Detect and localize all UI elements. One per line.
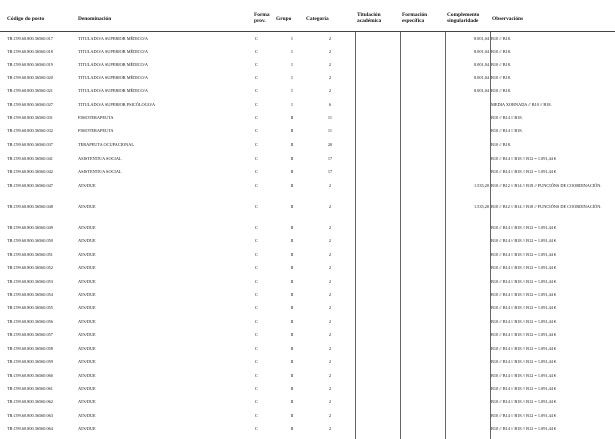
- cell-observacions: B10 // B14 // B18 // B12 = 1.091,44 €: [491, 292, 557, 297]
- cell-grupo: II: [290, 373, 294, 378]
- cell-grupo: I: [291, 36, 293, 41]
- cell-categoria: 2: [328, 36, 332, 41]
- cell-observacions: B10 // B14 // B18 // B12 = 1.091,44 €: [491, 169, 557, 174]
- cell-forma-prov: C: [255, 426, 258, 431]
- cell-denominacion: TITULADO/A SUPERIOR PSICÓLOGO/A: [78, 102, 156, 107]
- cell-categoria: 2: [328, 49, 332, 54]
- cell-codigo: TR.C99.60.800.36560.031: [7, 115, 53, 120]
- cell-categoria: 17: [327, 169, 333, 174]
- cell-grupo: I: [291, 88, 293, 93]
- cell-codigo: TR.C99.60.800.36560.061: [7, 386, 53, 391]
- table-row: [0, 170, 615, 182]
- cell-codigo: TR.C99.60.800.36560.058: [7, 346, 53, 351]
- table-row: [0, 129, 615, 141]
- cell-codigo: TR.C99.60.800.36560.027: [7, 102, 53, 107]
- cell-denominacion: TERAPEUTA OCUPACIONAL: [78, 142, 134, 147]
- cell-codigo: TR.C99.60.800.36560.020: [7, 75, 53, 80]
- table-row: [0, 400, 615, 412]
- cell-categoria: 2: [328, 265, 332, 270]
- cell-grupo: II: [290, 169, 294, 174]
- cell-grupo: II: [290, 128, 294, 133]
- cell-forma-prov: C: [255, 169, 258, 174]
- cell-codigo: TR.C99.60.800.36560.056: [7, 319, 53, 324]
- cell-codigo: TR.C99.60.800.36560.050: [7, 238, 53, 243]
- cell-observacions: B10 // B14 // B18 // B12 = 1.091,44 €: [491, 252, 557, 257]
- cell-codigo: TR.C99.60.800.36560.057: [7, 332, 53, 337]
- cell-observacions: B10 // B14 // B18 // B12 = 1.091,44 €: [491, 332, 557, 337]
- header-categoria: Categoría: [306, 16, 329, 22]
- cell-observacions: B10 // B14 // B18 // B12 = 1.091,44 €: [491, 346, 557, 351]
- cell-codigo: TR.C99.60.800.36560.032: [7, 128, 53, 133]
- cell-complemento: 1.535,20: [473, 183, 489, 188]
- cell-grupo: I: [291, 62, 293, 67]
- table-row: [0, 76, 615, 88]
- cell-denominacion: ATS/DUE: [78, 292, 96, 297]
- table-row: [0, 414, 615, 426]
- cell-categoria: 11: [327, 115, 333, 120]
- table-row: [0, 37, 615, 49]
- cell-denominacion: ATS/DUE: [78, 359, 96, 364]
- cell-observacions: B10 // B14 // B18 // B12 = 1.091,44 €: [491, 238, 557, 243]
- cell-grupo: II: [290, 346, 294, 351]
- cell-categoria: 2: [328, 346, 332, 351]
- cell-denominacion: ASISTENTE/A SOCIAL: [78, 156, 122, 161]
- cell-codigo: TR.C99.60.800.36560.049: [7, 225, 53, 230]
- cell-observacions: B10 // B18.: [491, 36, 511, 41]
- cell-forma-prov: C: [255, 204, 258, 209]
- cell-codigo: TR.C99.60.800.36560.052: [7, 265, 53, 270]
- cell-denominacion: ATS/DUE: [78, 225, 96, 230]
- cell-codigo: TR.C99.60.800.36560.053: [7, 279, 53, 284]
- cell-codigo: TR.C99.60.800.36560.064: [7, 426, 53, 431]
- table-row: [0, 266, 615, 278]
- cell-observacions: B10 // B14 // B18 // B12 = 1.091,44 €: [491, 279, 557, 284]
- table-row: [0, 143, 615, 155]
- cell-observacions: B10 // B14 // B18 // B12 = 1.091,44 €: [491, 426, 557, 431]
- table-header: [0, 0, 615, 30]
- cell-observacions: B10 // B18.: [491, 142, 511, 147]
- table-row: [0, 427, 615, 439]
- cell-codigo: TR.C99.60.800.36560.059: [7, 359, 53, 364]
- cell-forma-prov: C: [255, 49, 258, 54]
- cell-observacions: B10 // B14 // B18 // B12 = 1.091,44 €: [491, 413, 557, 418]
- cell-grupo: II: [290, 238, 294, 243]
- cell-codigo: TR.C99.60.800.36560.018: [7, 49, 53, 54]
- cell-codigo: TR.C99.60.800.36560.055: [7, 305, 53, 310]
- table-row: [0, 320, 615, 332]
- cell-codigo: TR.C99.60.800.36560.041: [7, 156, 53, 161]
- cell-categoria: 2: [328, 399, 332, 404]
- cell-forma-prov: C: [255, 413, 258, 418]
- cell-categoria: 2: [328, 204, 332, 209]
- cell-denominacion: ATS/DUE: [78, 265, 96, 270]
- cell-complemento: 8.001,04: [473, 36, 489, 41]
- cell-denominacion: ATS/DUE: [78, 332, 96, 337]
- cell-denominacion: ATS/DUE: [78, 204, 96, 209]
- cell-forma-prov: C: [255, 142, 258, 147]
- cell-denominacion: FISIOTERAPEUTA: [78, 115, 114, 120]
- table-row: [0, 239, 615, 251]
- cell-grupo: II: [290, 183, 294, 188]
- cell-forma-prov: C: [255, 156, 258, 161]
- cell-complemento: 8.001,04: [473, 62, 489, 67]
- cell-denominacion: ATS/DUE: [78, 413, 96, 418]
- cell-observacions: B10 // B18.: [491, 75, 511, 80]
- cell-forma-prov: C: [255, 319, 258, 324]
- cell-categoria: 2: [328, 305, 332, 310]
- cell-grupo: II: [290, 265, 294, 270]
- cell-categoria: 2: [328, 359, 332, 364]
- cell-grupo: I: [291, 49, 293, 54]
- cell-categoria: 2: [328, 75, 332, 80]
- cell-observacions: B10 // B14 // B18 // B12 = 1.091,44 €: [491, 319, 557, 324]
- cell-categoria: 20: [327, 142, 333, 147]
- cell-denominacion: ATS/DUE: [78, 426, 96, 431]
- cell-forma-prov: C: [255, 386, 258, 391]
- cell-grupo: II: [290, 399, 294, 404]
- cell-observacions: B10 // B14 // B18 // B12 = 1.091,44 €: [491, 265, 557, 270]
- cell-categoria: 2: [328, 292, 332, 297]
- cell-forma-prov: C: [255, 252, 258, 257]
- cell-forma-prov: C: [255, 332, 258, 337]
- cell-forma-prov: C: [255, 102, 258, 107]
- cell-forma-prov: C: [255, 359, 258, 364]
- cell-denominacion: ATS/DUE: [78, 346, 96, 351]
- header-complemento: Complemento singularidade: [447, 12, 480, 24]
- cell-forma-prov: C: [255, 265, 258, 270]
- cell-forma-prov: C: [255, 238, 258, 243]
- cell-forma-prov: C: [255, 305, 258, 310]
- cell-denominacion: ATS/DUE: [78, 183, 96, 188]
- cell-forma-prov: C: [255, 128, 258, 133]
- table-row: [0, 184, 615, 196]
- cell-codigo: TR.C99.60.800.36560.062: [7, 399, 53, 404]
- cell-observacions: B10 // B14 // B18 // B12 = 1.091,44 €: [491, 399, 557, 404]
- cell-grupo: II: [290, 142, 294, 147]
- header-codigo: Código do posto: [7, 16, 45, 22]
- table-row: [0, 116, 615, 128]
- cell-grupo: II: [290, 156, 294, 161]
- cell-grupo: II: [290, 305, 294, 310]
- header-denominacion: Denominación: [78, 16, 112, 22]
- table-row: [0, 374, 615, 386]
- cell-denominacion: TITULADO/A SUPERIOR MÉDICO/A: [78, 36, 148, 41]
- cell-denominacion: FISIOTERAPEUTA: [78, 128, 114, 133]
- cell-denominacion: ATS/DUE: [78, 319, 96, 324]
- cell-codigo: TR.C99.60.800.36560.037: [7, 142, 53, 147]
- cell-categoria: 2: [328, 373, 332, 378]
- header-separator: [0, 31, 615, 32]
- cell-categoria: 2: [328, 238, 332, 243]
- cell-grupo: I: [291, 102, 293, 107]
- cell-denominacion: ATS/DUE: [78, 373, 96, 378]
- cell-denominacion: ATS/DUE: [78, 399, 96, 404]
- table-row: [0, 103, 615, 115]
- cell-categoria: 6: [328, 102, 332, 107]
- cell-codigo: TR.C99.60.800.36560.060: [7, 373, 53, 378]
- cell-observacions: B10 // B14 // B18 // B12 = 1.091,44 €: [491, 305, 557, 310]
- cell-observacions: B10 // B18.: [491, 88, 511, 93]
- cell-observacions: B10 // B14 // B18 // B12 = 1.091,44 €: [491, 156, 557, 161]
- cell-grupo: II: [290, 332, 294, 337]
- cell-categoria: 2: [328, 413, 332, 418]
- cell-observacions: B10 // B12 // B14 // B18 // FUNCIÓNS DE COORDINACIÓN.: [491, 204, 602, 209]
- cell-observacions: B10 // B14 // B18 // B12 = 1.091,44 €: [491, 225, 557, 230]
- cell-forma-prov: C: [255, 399, 258, 404]
- cell-grupo: II: [290, 225, 294, 230]
- cell-observacions: B10 // B14 // B18 // B12 = 1.091,44 €: [491, 373, 557, 378]
- table-row: [0, 280, 615, 292]
- cell-denominacion: ATS/DUE: [78, 238, 96, 243]
- cell-categoria: 2: [328, 252, 332, 257]
- cell-grupo: II: [290, 115, 294, 120]
- cell-forma-prov: C: [255, 373, 258, 378]
- cell-grupo: I: [291, 75, 293, 80]
- table-row: [0, 253, 615, 265]
- table-row: [0, 89, 615, 101]
- cell-categoria: 2: [328, 183, 332, 188]
- cell-codigo: TR.C99.60.800.36560.048: [7, 204, 53, 209]
- cell-denominacion: TITULADO/A SUPERIOR MÉDICO/A: [78, 88, 148, 93]
- cell-categoria: 2: [328, 225, 332, 230]
- cell-categoria: 11: [327, 128, 333, 133]
- cell-observacions: B10 // B18.: [491, 49, 511, 54]
- table-row: [0, 333, 615, 345]
- cell-complemento: 8.001,04: [473, 75, 489, 80]
- table-row: [0, 50, 615, 62]
- cell-denominacion: ATS/DUE: [78, 252, 96, 257]
- cell-grupo: II: [290, 386, 294, 391]
- table-row: [0, 293, 615, 305]
- cell-grupo: II: [290, 426, 294, 431]
- cell-complemento: 8.001,04: [473, 88, 489, 93]
- cell-forma-prov: C: [255, 115, 258, 120]
- header-observacions: Observacións: [492, 16, 524, 22]
- cell-grupo: II: [290, 319, 294, 324]
- cell-forma-prov: C: [255, 183, 258, 188]
- cell-grupo: II: [290, 413, 294, 418]
- cell-codigo: TR.C99.60.800.36560.054: [7, 292, 53, 297]
- cell-complemento: 1.535,20: [473, 204, 489, 209]
- cell-complemento: 8.001,04: [473, 49, 489, 54]
- cell-observacions: B10 // B12 // B14 // B18 // FUNCIÓNS DE COORDINACIÓN.: [491, 183, 602, 188]
- cell-denominacion: TITULADO/A SUPERIOR MÉDICO/A: [78, 49, 148, 54]
- cell-codigo: TR.C99.60.800.36560.047: [7, 183, 53, 188]
- cell-codigo: TR.C99.60.800.36560.042: [7, 169, 53, 174]
- cell-forma-prov: C: [255, 62, 258, 67]
- cell-categoria: 17: [327, 156, 333, 161]
- cell-codigo: TR.C99.60.800.36560.017: [7, 36, 53, 41]
- table-row: [0, 63, 615, 75]
- header-grupo: Grupo: [276, 16, 292, 22]
- cell-codigo: TR.C99.60.800.36560.021: [7, 88, 53, 93]
- cell-grupo: II: [290, 204, 294, 209]
- cell-grupo: II: [290, 279, 294, 284]
- cell-denominacion: ATS/DUE: [78, 305, 96, 310]
- cell-codigo: TR.C99.60.800.36560.019: [7, 62, 53, 67]
- header-forma-prov: Forma prov.: [254, 12, 270, 24]
- table-row: [0, 205, 615, 217]
- cell-observacions: B10 // B14 // B18 // B12 = 1.091,44 €: [491, 359, 557, 364]
- table-row: [0, 157, 615, 169]
- cell-forma-prov: C: [255, 292, 258, 297]
- cell-categoria: 2: [328, 426, 332, 431]
- table-row: [0, 306, 615, 318]
- cell-denominacion: ATS/DUE: [78, 386, 96, 391]
- header-formacion: Formación específica: [402, 12, 428, 24]
- cell-categoria: 2: [328, 332, 332, 337]
- cell-observacions: B10 // B14 // B18 // B12 = 1.091,44 €: [491, 386, 557, 391]
- cell-observacions: B10 // B14 // B18.: [491, 115, 523, 120]
- cell-grupo: II: [290, 359, 294, 364]
- table-row: [0, 226, 615, 238]
- cell-forma-prov: C: [255, 88, 258, 93]
- cell-observacions: MEDIA XORNADA // B10 // B18.: [491, 102, 552, 107]
- cell-forma-prov: C: [255, 36, 258, 41]
- cell-observacions: B10 // B14 // B18.: [491, 128, 523, 133]
- cell-denominacion: TITULADO/A SUPERIOR MÉDICO/A: [78, 75, 148, 80]
- cell-forma-prov: C: [255, 279, 258, 284]
- cell-categoria: 2: [328, 88, 332, 93]
- cell-codigo: TR.C99.60.800.36560.063: [7, 413, 53, 418]
- cell-categoria: 2: [328, 62, 332, 67]
- cell-denominacion: ASISTENTE/A SOCIAL: [78, 169, 122, 174]
- cell-forma-prov: C: [255, 346, 258, 351]
- table-row: [0, 387, 615, 399]
- cell-observacions: B10 // B18.: [491, 62, 511, 67]
- cell-forma-prov: C: [255, 75, 258, 80]
- header-titulacion: Titulación académica: [357, 12, 382, 24]
- cell-codigo: TR.C99.60.800.36560.051: [7, 252, 53, 257]
- table-row: [0, 347, 615, 359]
- cell-categoria: 2: [328, 319, 332, 324]
- cell-grupo: II: [290, 252, 294, 257]
- cell-forma-prov: C: [255, 225, 258, 230]
- cell-categoria: 2: [328, 386, 332, 391]
- cell-categoria: 2: [328, 279, 332, 284]
- cell-grupo: II: [290, 292, 294, 297]
- cell-denominacion: ATS/DUE: [78, 279, 96, 284]
- table-row: [0, 360, 615, 372]
- cell-denominacion: TITULADO/A SUPERIOR MÉDICO/A: [78, 62, 148, 67]
